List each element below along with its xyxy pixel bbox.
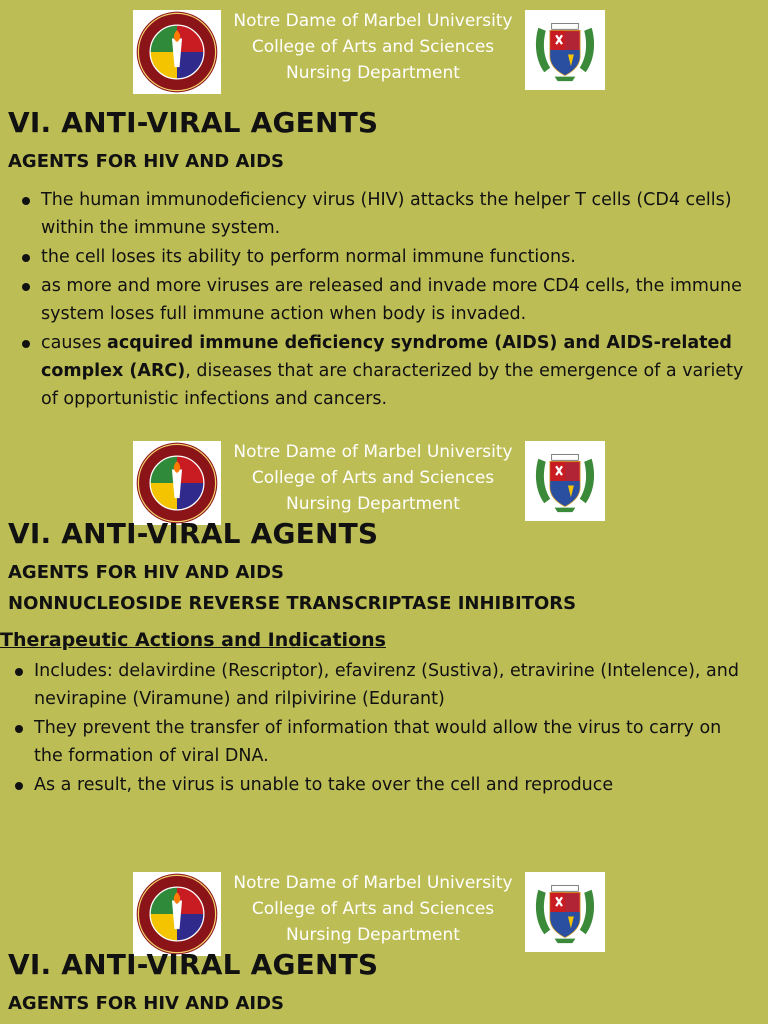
department-name: Nursing Department [286,63,460,83]
college-name: College of Arts and Sciences [251,37,495,57]
list-item-prefix: causes [41,333,108,353]
university-name: Notre Dame of Marbel University [233,873,513,893]
bullet-list [34,657,750,800]
list-item: As a result, the virus is unable to take over the cell and reproduce [34,771,750,799]
university-name: Notre Dame of Marbel University [233,442,513,462]
university-crest-logo [525,441,605,521]
university-crest-icon [528,13,602,87]
slide-subtitle: AGENTS FOR HIV AND AIDS [8,562,284,583]
university-header [222,8,524,86]
university-crest-icon [528,444,602,518]
university-crest-icon [528,875,602,949]
college-seal-icon [135,872,219,956]
college-seal-logo [133,872,221,956]
slide-title: VI. ANTI-VIRAL AGENTS [8,517,379,550]
list-item: as more and more viruses are released and invade more CD4 cells, the immune system loses full immune action when body is invaded. [41,272,746,328]
list-item: They prevent the transfer of information that would allow the virus to carry on the formation of viral DNA. [34,714,750,770]
section-heading: Therapeutic Actions and Indications [0,629,386,651]
university-crest-logo [525,10,605,90]
college-seal-logo [133,10,221,94]
list-item: The human immunodeficiency virus (HIV) attacks the helper T cells (CD4 cells) within the immune system. [41,186,746,242]
department-name: Nursing Department [286,925,460,945]
university-name: Notre Dame of Marbel University [233,11,513,31]
list-item-suffix: , diseases that are characterized by the emergence of a variety of opportunistic infections and cancers. [41,361,744,409]
college-seal-logo [133,441,221,525]
department-name: Nursing Department [286,494,460,514]
college-seal-icon [135,10,219,94]
slide-title: VI. ANTI-VIRAL AGENTS [8,106,379,139]
college-name: College of Arts and Sciences [251,899,495,919]
slide-subtitle: AGENTS FOR HIV AND AIDS [8,993,284,1014]
slide-subtitle-secondary: NONNUCLEOSIDE REVERSE TRANSCRIPTASE INHIBITORS [8,593,577,614]
university-crest-logo [525,872,605,952]
list-item-emphasis: acquired immune deficiency syndrome (AIDS) and AIDS-related complex (ARC) [41,333,732,381]
university-header [222,439,524,517]
list-item: the cell loses its ability to perform normal immune functions. [41,243,746,271]
list-item [41,329,746,413]
slide-subtitle: AGENTS FOR HIV AND AIDS [8,151,284,172]
college-seal-icon [135,441,219,525]
university-header [222,870,524,948]
college-name: College of Arts and Sciences [251,468,495,488]
slide-title: VI. ANTI-VIRAL AGENTS [8,948,379,981]
list-item: Includes: delavirdine (Rescriptor), efavirenz (Sustiva), etravirine (Intelence), and nevirapine (Viramune) and rilpivirine (Edurant) [34,657,750,713]
bullet-list [41,186,746,414]
